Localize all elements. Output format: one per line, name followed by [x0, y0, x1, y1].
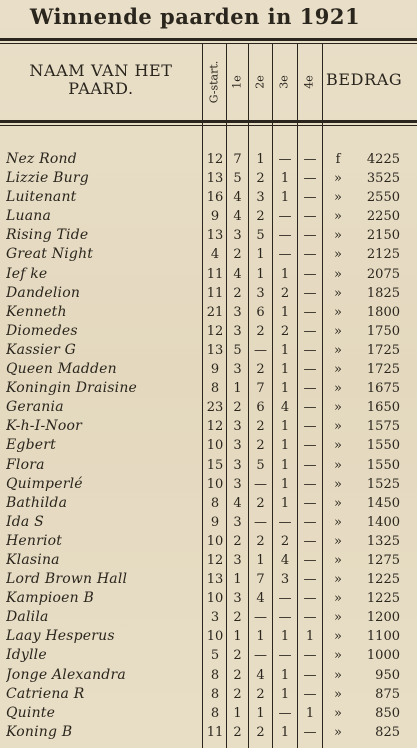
second-places: — — [254, 610, 267, 626]
currency-mark: » — [334, 266, 342, 282]
second-places: 1 — [256, 629, 265, 645]
fourth-places: — — [303, 610, 317, 626]
table-row — [0, 207, 417, 226]
table-row — [0, 685, 417, 704]
first-places: 3 — [233, 362, 242, 378]
table-row — [0, 456, 417, 475]
first-places: 7 — [233, 152, 242, 167]
starts-count: 10 — [206, 533, 224, 549]
currency-mark: » — [334, 591, 342, 607]
currency-mark: » — [334, 705, 342, 721]
table-row — [0, 284, 417, 303]
second-places: 1 — [256, 705, 265, 721]
first-places: 4 — [233, 209, 242, 225]
starts-count: 10 — [206, 438, 224, 454]
starts-count: 8 — [210, 686, 220, 702]
second-places: 4 — [256, 591, 265, 607]
table-row — [0, 589, 417, 608]
first-places: 3 — [233, 476, 242, 492]
first-places: 4 — [233, 190, 242, 206]
table-row — [0, 360, 417, 379]
horse-name: Ida S — [6, 513, 44, 530]
third-places: 1 — [280, 495, 290, 511]
second-places: — — [254, 342, 267, 358]
second-places: 5 — [256, 457, 265, 473]
horse-name: Henriot — [6, 532, 63, 549]
prize-amount: 2150 — [366, 228, 400, 244]
third-places: — — [278, 247, 292, 263]
currency-mark: f — [335, 152, 341, 167]
prize-amount: 850 — [375, 705, 400, 721]
prize-amount: 2075 — [366, 266, 400, 282]
second-places: 7 — [256, 381, 265, 397]
currency-mark: » — [334, 171, 342, 187]
horse-name: Jonge Alexandra — [6, 666, 126, 683]
fourth-places: — — [303, 686, 317, 702]
starts-count: 12 — [206, 152, 224, 167]
second-places: 3 — [256, 190, 265, 206]
fourth-places: — — [303, 171, 317, 187]
prize-amount: 1800 — [366, 304, 400, 320]
first-places: 3 — [233, 304, 242, 320]
table-row — [0, 398, 417, 417]
first-places: 2 — [233, 686, 242, 702]
top-rule-thin — [0, 43, 417, 44]
starts-count: 13 — [206, 342, 224, 358]
second-places: 2 — [256, 495, 265, 511]
table-row — [0, 265, 417, 284]
third-places: 1 — [280, 171, 290, 187]
first-places: 3 — [233, 323, 242, 339]
horse-name: Diomedes — [6, 322, 78, 339]
fourth-places: — — [303, 476, 317, 492]
second-places: 3 — [256, 285, 265, 301]
third-places: — — [278, 705, 292, 721]
currency-mark: » — [334, 610, 342, 626]
horse-name: Idylle — [6, 647, 47, 664]
third-places: — — [278, 514, 292, 530]
first-places: 3 — [233, 438, 242, 454]
starts-count: 4 — [210, 247, 220, 263]
horse-name: Ief ke — [6, 265, 48, 282]
table-row — [0, 417, 417, 436]
table-row — [0, 303, 417, 322]
table-row — [0, 379, 417, 398]
third-places: 1 — [280, 438, 290, 454]
third-places: 1 — [280, 457, 290, 473]
fourth-places: — — [303, 724, 317, 740]
starts-count: 9 — [210, 209, 220, 225]
currency-mark: » — [334, 285, 342, 301]
table-row — [0, 494, 417, 513]
currency-mark: » — [334, 419, 342, 435]
fourth-places: — — [303, 514, 317, 530]
second-places: 2 — [256, 171, 265, 187]
prize-amount: 1200 — [366, 610, 400, 626]
horse-name: Laay Hesperus — [6, 628, 115, 645]
starts-count: 11 — [206, 285, 224, 301]
currency-mark: » — [334, 457, 342, 473]
starts-count: 21 — [206, 304, 224, 320]
fourth-places: 1 — [305, 705, 315, 721]
currency-mark: » — [334, 572, 342, 588]
prize-amount: 1750 — [366, 323, 400, 339]
fourth-places: — — [303, 552, 317, 568]
starts-count: 8 — [210, 705, 220, 721]
fourth-places: — — [303, 285, 317, 301]
second-places: 7 — [256, 572, 265, 588]
page-title: Winnende paarden in 1921 — [29, 4, 361, 29]
prize-amount: 3525 — [366, 171, 400, 187]
table-row — [0, 436, 417, 455]
fourth-places: — — [303, 591, 317, 607]
third-places: 1 — [280, 629, 290, 645]
header-second: 2e — [253, 75, 267, 89]
prize-amount: 1100 — [366, 629, 400, 645]
first-places: 2 — [233, 667, 242, 683]
third-places: — — [278, 152, 292, 167]
horse-name: Quimperlé — [6, 475, 83, 492]
prize-amount: 1825 — [366, 285, 400, 301]
first-places: 3 — [233, 514, 242, 530]
prize-amount: 1450 — [366, 495, 400, 511]
prize-amount: 950 — [375, 667, 400, 683]
second-places: 6 — [256, 400, 265, 416]
fourth-places: — — [303, 190, 317, 206]
horse-name: Lizzie Burg — [6, 170, 89, 187]
third-places: 1 — [280, 190, 290, 206]
starts-count: 9 — [210, 514, 220, 530]
table-row — [0, 322, 417, 341]
fourth-places: — — [303, 362, 317, 378]
starts-count: 12 — [206, 552, 224, 568]
second-places: — — [254, 476, 267, 492]
fourth-places: — — [303, 228, 317, 244]
prize-amount: 2550 — [366, 190, 400, 206]
horse-name: Catriena R — [6, 685, 85, 702]
table-row — [0, 341, 417, 360]
fourth-places: — — [303, 152, 317, 167]
second-places: 4 — [256, 667, 265, 683]
first-places: 2 — [233, 400, 242, 416]
table-row — [0, 608, 417, 627]
starts-count: 8 — [210, 495, 220, 511]
starts-count: 8 — [210, 667, 220, 683]
horse-name: Dandelion — [6, 284, 81, 301]
prize-amount: 2250 — [366, 209, 400, 225]
prize-amount: 825 — [375, 724, 400, 740]
currency-mark: » — [334, 629, 342, 645]
starts-count: 16 — [206, 190, 224, 206]
second-places: 2 — [256, 686, 265, 702]
first-places: 1 — [233, 629, 242, 645]
fourth-places: — — [303, 323, 317, 339]
starts-count: 13 — [206, 171, 224, 187]
second-places: — — [254, 648, 267, 664]
prize-amount: 4225 — [366, 152, 400, 167]
currency-mark: » — [334, 514, 342, 530]
prize-amount: 1550 — [366, 457, 400, 473]
first-places: 2 — [233, 648, 242, 664]
prize-amount: 1575 — [366, 419, 400, 435]
third-places: 1 — [280, 686, 290, 702]
starts-count: 15 — [206, 457, 224, 473]
fourth-places: — — [303, 304, 317, 320]
currency-mark: » — [334, 304, 342, 320]
first-places: 5 — [233, 342, 242, 358]
horse-name: Dalila — [6, 609, 49, 626]
currency-mark: » — [334, 400, 342, 416]
third-places: 2 — [280, 533, 290, 549]
header-fourth: 4e — [302, 75, 316, 89]
first-places: 2 — [233, 610, 242, 626]
fourth-places: — — [303, 266, 317, 282]
header-rule — [0, 120, 417, 123]
prize-amount: 1550 — [366, 438, 400, 454]
horse-name: Kenneth — [6, 303, 67, 320]
horse-name: Kampioen B — [6, 590, 94, 607]
table-row — [0, 532, 417, 551]
table-row — [0, 627, 417, 646]
horse-name: Koning B — [6, 723, 73, 740]
second-places: 1 — [256, 152, 265, 167]
currency-mark: » — [334, 342, 342, 358]
first-places: 2 — [233, 247, 242, 263]
fourth-places: — — [303, 495, 317, 511]
first-places: 3 — [233, 591, 242, 607]
first-places: 1 — [233, 381, 242, 397]
second-places: 2 — [256, 438, 265, 454]
fourth-places: 1 — [305, 629, 315, 645]
currency-mark: » — [334, 323, 342, 339]
currency-mark: » — [334, 362, 342, 378]
fourth-places: — — [303, 400, 317, 416]
currency-mark: » — [334, 686, 342, 702]
header-third: 3e — [277, 75, 291, 89]
table-row — [0, 666, 417, 685]
horse-name: Egbert — [6, 437, 56, 454]
horse-name: Great Night — [6, 246, 94, 263]
top-rule — [0, 38, 417, 41]
starts-count: 13 — [206, 572, 224, 588]
table-row — [0, 646, 417, 665]
currency-mark: » — [334, 381, 342, 397]
third-places: — — [278, 591, 292, 607]
table-row — [0, 513, 417, 532]
currency-mark: » — [334, 648, 342, 664]
second-places: 2 — [256, 209, 265, 225]
header-amount: BEDRAG — [326, 70, 403, 89]
second-places: 1 — [256, 552, 265, 568]
currency-mark: » — [334, 667, 342, 683]
starts-count: 10 — [206, 591, 224, 607]
starts-count: 12 — [206, 419, 224, 435]
prize-amount: 1650 — [366, 400, 400, 416]
horse-name: Queen Madden — [6, 361, 117, 378]
header-starts: G-start. — [207, 60, 221, 104]
horse-name: Quinte — [6, 704, 56, 721]
horse-name: Lord Brown Hall — [6, 571, 128, 588]
horse-name: Gerania — [6, 399, 64, 416]
currency-mark: » — [334, 724, 342, 740]
horse-name: Koningin Draisine — [6, 380, 138, 397]
starts-count: 3 — [210, 610, 220, 626]
second-places: 2 — [256, 533, 265, 549]
starts-count: 9 — [210, 362, 220, 378]
horse-name: Flora — [6, 456, 45, 473]
prize-amount: 1725 — [366, 342, 400, 358]
first-places: 2 — [233, 724, 242, 740]
prize-amount: 1225 — [366, 572, 400, 588]
third-places: 1 — [280, 724, 290, 740]
third-places: 2 — [280, 285, 290, 301]
third-places: 1 — [280, 304, 290, 320]
first-places: 1 — [233, 705, 242, 721]
header-rule-thin — [0, 125, 417, 126]
fourth-places: — — [303, 381, 317, 397]
horse-name: Nez Rond — [6, 151, 77, 167]
first-places: 3 — [233, 228, 242, 244]
third-places: 3 — [280, 572, 290, 588]
third-places: 1 — [280, 667, 290, 683]
third-places: 1 — [280, 266, 290, 282]
third-places: — — [278, 228, 292, 244]
table-row — [0, 551, 417, 570]
first-places: 2 — [233, 533, 242, 549]
table-row — [0, 245, 417, 264]
starts-count: 10 — [206, 629, 224, 645]
horse-name: Kassier G — [6, 341, 77, 358]
third-places: 1 — [280, 381, 290, 397]
currency-mark: » — [334, 533, 342, 549]
starts-count: 11 — [206, 266, 224, 282]
third-places: — — [278, 610, 292, 626]
third-places: 1 — [280, 476, 290, 492]
first-places: 3 — [233, 457, 242, 473]
table-row — [0, 475, 417, 494]
fourth-places: — — [303, 648, 317, 664]
header-horse-name: NAAM VAN HET PAARD. — [29, 61, 173, 98]
first-places: 4 — [233, 495, 242, 511]
second-places: 2 — [256, 323, 265, 339]
prize-amount: 875 — [375, 686, 400, 702]
fourth-places: — — [303, 342, 317, 358]
second-places: — — [254, 514, 267, 530]
currency-mark: » — [334, 228, 342, 244]
third-places: 4 — [280, 552, 290, 568]
third-places: 4 — [280, 400, 290, 416]
first-places: 1 — [233, 572, 242, 588]
currency-mark: » — [334, 190, 342, 206]
first-places: 3 — [233, 419, 242, 435]
currency-mark: » — [334, 438, 342, 454]
second-places: 1 — [256, 247, 265, 263]
third-places: — — [278, 209, 292, 225]
currency-mark: » — [334, 209, 342, 225]
currency-mark: » — [334, 495, 342, 511]
horse-name: Rising Tide — [6, 227, 89, 244]
results-table — [0, 150, 417, 742]
starts-count: 10 — [206, 476, 224, 492]
third-places: 1 — [280, 362, 290, 378]
fourth-places: — — [303, 209, 317, 225]
starts-count: 23 — [206, 400, 224, 416]
table-row — [0, 150, 417, 169]
currency-mark: » — [334, 247, 342, 263]
horse-name: K-h-I-Noor — [6, 418, 82, 435]
second-places: 2 — [256, 419, 265, 435]
prize-amount: 1725 — [366, 362, 400, 378]
third-places: — — [278, 648, 292, 664]
horse-name: Luana — [6, 208, 52, 225]
second-places: 5 — [256, 228, 265, 244]
fourth-places: — — [303, 457, 317, 473]
second-places: 1 — [256, 266, 265, 282]
third-places: 2 — [280, 323, 290, 339]
second-places: 2 — [256, 724, 265, 740]
currency-mark: » — [334, 476, 342, 492]
prize-amount: 2125 — [366, 247, 400, 263]
horse-name: Luitenant — [6, 189, 77, 206]
table-row — [0, 188, 417, 207]
starts-count: 5 — [210, 648, 220, 664]
prize-amount: 1525 — [366, 476, 400, 492]
prize-amount: 1000 — [366, 648, 400, 664]
starts-count: 8 — [210, 381, 220, 397]
fourth-places: — — [303, 572, 317, 588]
prize-amount: 1275 — [366, 552, 400, 568]
fourth-places: — — [303, 533, 317, 549]
starts-count: 11 — [206, 724, 224, 740]
starts-count: 13 — [206, 228, 224, 244]
first-places: 5 — [233, 171, 242, 187]
prize-amount: 1225 — [366, 591, 400, 607]
third-places: 1 — [280, 419, 290, 435]
fourth-places: — — [303, 667, 317, 683]
header-first: 1e — [230, 75, 244, 89]
horse-name: Klasina — [6, 551, 60, 568]
second-places: 2 — [256, 362, 265, 378]
table-row — [0, 226, 417, 245]
table-row — [0, 570, 417, 589]
fourth-places: — — [303, 419, 317, 435]
first-places: 4 — [233, 266, 242, 282]
currency-mark: » — [334, 552, 342, 568]
second-places: 6 — [256, 304, 265, 320]
third-places: 1 — [280, 342, 290, 358]
starts-count: 12 — [206, 323, 224, 339]
fourth-places: — — [303, 438, 317, 454]
prize-amount: 1325 — [366, 533, 400, 549]
table-row — [0, 723, 417, 742]
table-row — [0, 169, 417, 188]
horse-name: Bathilda — [6, 494, 68, 511]
table-row — [0, 704, 417, 723]
fourth-places: — — [303, 247, 317, 263]
first-places: 2 — [233, 285, 242, 301]
prize-amount: 1400 — [366, 514, 400, 530]
prize-amount: 1675 — [366, 381, 400, 397]
first-places: 3 — [233, 552, 242, 568]
